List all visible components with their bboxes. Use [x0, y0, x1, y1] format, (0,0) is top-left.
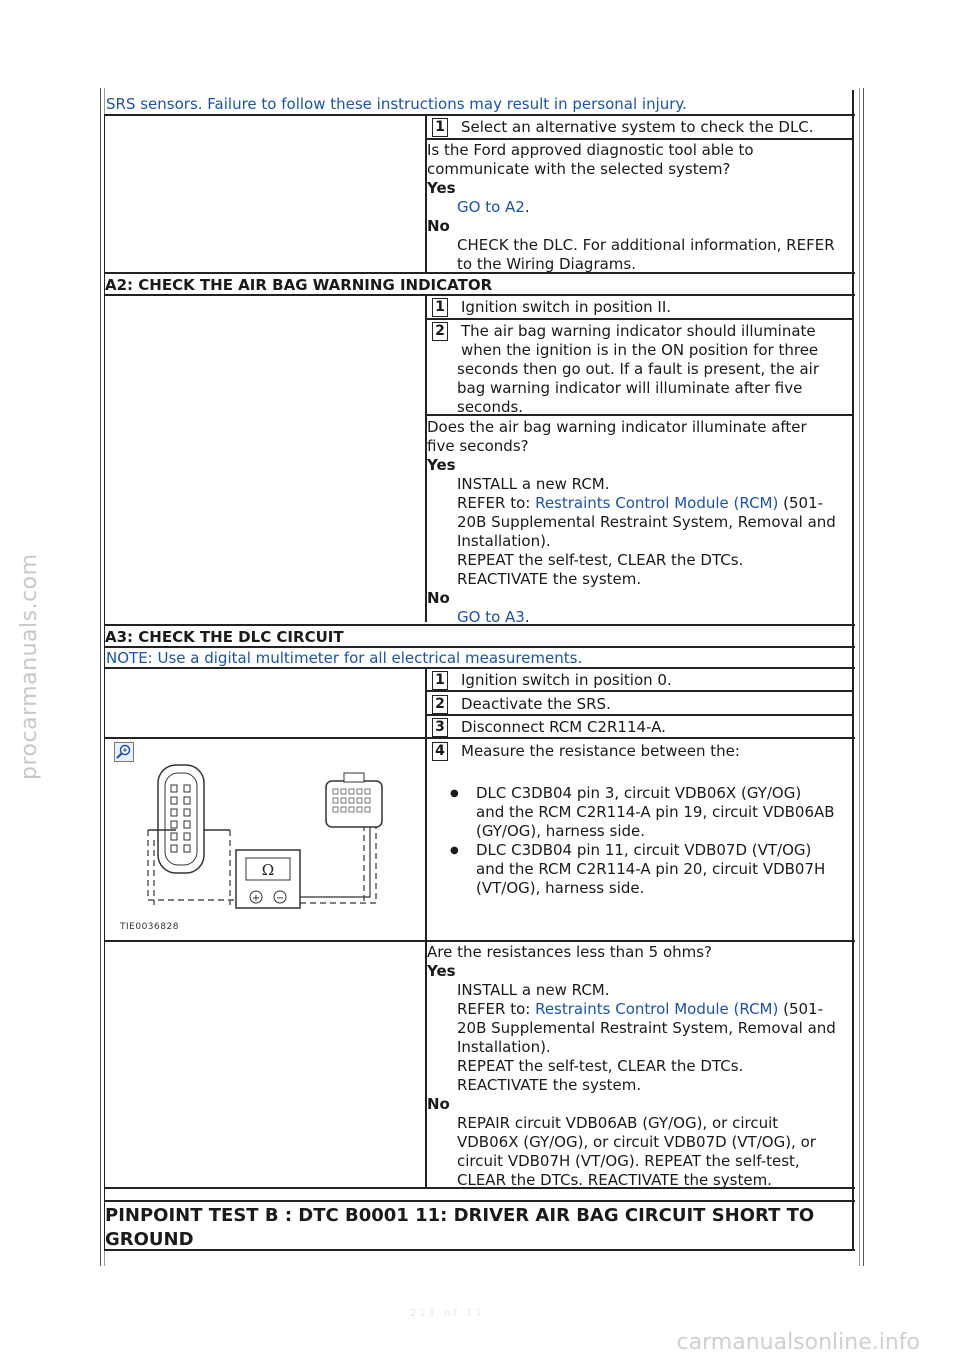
no-label: No	[427, 1095, 450, 1113]
yes-label: Yes	[427, 179, 456, 197]
refer-prefix: REFER to:	[457, 494, 536, 512]
action-text: INSTALL a new RCM.	[457, 981, 610, 999]
refer-prefix: REFER to:	[457, 1000, 536, 1018]
step-text: Disconnect RCM C2R114-A.	[461, 718, 666, 736]
divider	[104, 1249, 855, 1251]
step-text: The air bag warning indicator should illuminate	[461, 322, 816, 340]
a1-question-block	[427, 141, 852, 274]
warning-text: SRS sensors. Failure to follow these instructions may result in personal injury.	[106, 95, 687, 113]
bullet-line: and the RCM C2R114-A pin 19, circuit VDB06AB	[476, 803, 835, 821]
image-label: TIE0036828	[120, 922, 179, 932]
divider	[104, 940, 855, 942]
bullet-line: and the RCM C2R114-A pin 20, circuit VDB07H	[476, 860, 826, 878]
punct: .	[524, 198, 530, 216]
step-number: 3	[432, 718, 448, 737]
bullet-line: (VT/OG), harness side.	[476, 879, 645, 897]
step-text: seconds then go out. If a fault is present, the air	[457, 360, 819, 378]
rcm-link[interactable]: Restraints Control Module (RCM)	[535, 1000, 779, 1018]
note-text: NOTE: Use a digital multimeter for all electrical measurements.	[106, 649, 583, 667]
step-number: 2	[432, 695, 448, 714]
refer-suffix: (501-	[778, 494, 824, 512]
question-line: communicate with the selected system?	[427, 160, 731, 178]
no-text: circuit VDB07H (VT/OG). REPEAT the self-test,	[457, 1152, 800, 1170]
no-text: CHECK the DLC. For additional information, REFER	[457, 236, 835, 254]
bullet-line: (GY/OG), harness side.	[476, 822, 645, 840]
a2-heading: A2: CHECK THE AIR BAG WARNING INDICATOR	[105, 276, 493, 294]
question-line: Is the Ford approved diagnostic tool able to	[427, 141, 754, 159]
pinpoint-test-b-title	[105, 1204, 853, 1252]
step-text: Measure the resistance between the:	[461, 742, 740, 760]
action-text: INSTALL a new RCM.	[457, 475, 610, 493]
page-number: 211 of 11	[410, 1308, 485, 1319]
watermark-left: procarmanuals.com	[17, 553, 42, 780]
no-text: VDB06X (GY/OG), or circuit VDB07D (VT/OG), or	[457, 1133, 816, 1151]
action-text: 20B Supplemental Restraint System, Removal and	[457, 1019, 836, 1037]
question-line: five seconds?	[427, 437, 529, 455]
divider	[104, 737, 855, 739]
bullet-item	[452, 784, 852, 841]
a3-question-block	[427, 943, 852, 1190]
step-text: when the ignition is in the ON position for three	[461, 341, 819, 359]
step-text: Ignition switch in position II.	[461, 298, 672, 316]
bullet-item	[452, 841, 852, 898]
divider	[104, 294, 855, 296]
step-number: 4	[432, 742, 448, 761]
a2-question-block	[427, 418, 852, 627]
step-number: 1	[432, 118, 448, 137]
question-line: Does the air bag warning indicator illuminate after	[427, 418, 807, 436]
watermark-bottom-right: carmanualsonline.info	[676, 1330, 920, 1355]
title-line: GROUND	[105, 1229, 194, 1250]
step-number: 1	[432, 671, 448, 690]
step-number: 2	[432, 322, 448, 341]
step-text: bag warning indicator will illuminate after five	[457, 379, 803, 397]
action-text: Installation).	[457, 532, 551, 550]
divider	[852, 90, 854, 114]
title-line: PINPOINT TEST B : DTC B0001 11: DRIVER AIR BAG CIRCUIT SHORT TO	[105, 1205, 815, 1226]
action-text: 20B Supplemental Restraint System, Removal and	[457, 513, 836, 531]
step-text: seconds.	[457, 398, 524, 416]
question-line: Are the resistances less than 5 ohms?	[427, 943, 713, 961]
go-to-a3-link[interactable]: GO to A3	[457, 608, 525, 626]
divider	[104, 272, 855, 274]
no-text: REPAIR circuit VDB06AB (GY/OG), or circuit	[457, 1114, 779, 1132]
dlc-measurement-diagram	[118, 755, 398, 935]
divider	[426, 138, 854, 140]
step-text: Deactivate the SRS.	[461, 695, 611, 713]
divider	[426, 414, 854, 416]
rcm-link[interactable]: Restraints Control Module (RCM)	[535, 494, 779, 512]
action-text: REACTIVATE the system.	[457, 1076, 642, 1094]
no-text: CLEAR the DTCs. REACTIVATE the system.	[457, 1171, 772, 1189]
action-text: REACTIVATE the system.	[457, 570, 642, 588]
svg-text:Ω: Ω	[261, 861, 275, 879]
divider	[426, 318, 854, 320]
svg-text:−: −	[275, 893, 285, 904]
divider	[104, 624, 855, 626]
divider	[426, 714, 854, 716]
bullet-line: ● DLC C3DB04 pin 11, circuit VDB07D (VT/OG)	[476, 841, 812, 859]
step-text: Ignition switch in position 0.	[461, 671, 672, 689]
no-label: No	[427, 217, 450, 235]
action-text: Installation).	[457, 1038, 551, 1056]
bullet-line: ● DLC C3DB04 pin 3, circuit VDB06X (GY/OG)	[476, 784, 802, 802]
divider	[104, 1187, 855, 1189]
dlc-inner	[165, 773, 197, 865]
a3-heading: A3: CHECK THE DLC CIRCUIT	[105, 628, 344, 646]
svg-text:+: +	[251, 893, 261, 904]
divider	[104, 667, 855, 669]
divider	[104, 1200, 855, 1202]
step-number: 1	[432, 298, 448, 317]
yes-label: Yes	[427, 962, 456, 980]
no-text: to the Wiring Diagrams.	[457, 255, 636, 273]
step-text: Select an alternative system to check the DLC.	[461, 118, 814, 136]
divider	[426, 690, 854, 692]
action-text: REPEAT the self-test, CLEAR the DTCs.	[457, 551, 744, 569]
divider	[104, 646, 855, 648]
no-label: No	[427, 589, 450, 607]
rcm-connector	[326, 781, 382, 827]
yes-label: Yes	[427, 456, 456, 474]
punct: .	[524, 608, 530, 626]
go-to-a2-link[interactable]: GO to A2	[457, 198, 525, 216]
divider	[104, 114, 855, 116]
refer-suffix: (501-	[778, 1000, 824, 1018]
action-text: REPEAT the self-test, CLEAR the DTCs.	[457, 1057, 744, 1075]
